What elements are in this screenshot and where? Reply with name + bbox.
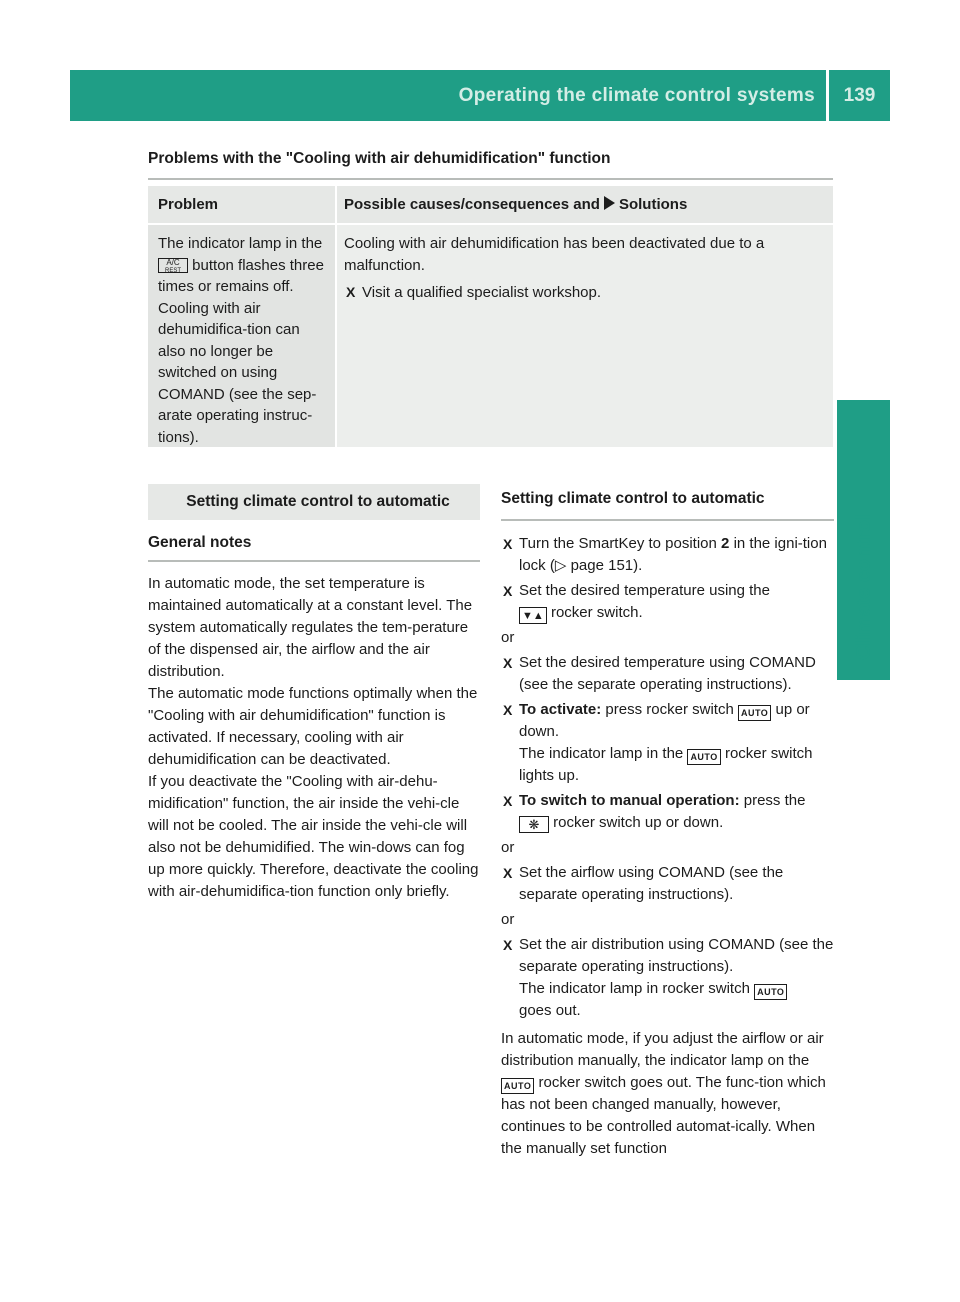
paragraph: In automatic mode, if you adjust the airflow or air distribution manually, the indicator lamp on the AUTO rocker switch goes out. The func-tion which has not been changed manually, however, continues to be controlled automat-ically. When the manually set function [501, 1030, 826, 1157]
page-ref-icon: ▷ [554, 557, 567, 574]
table-cell-solution: Cooling with air dehumidification has been deactivated due to a malfunction. X Visit a qualified specialist workshop. [337, 225, 833, 447]
step-item: X Turn the SmartKey to position 2 in the igni-tion lock (▷ page 151). [503, 535, 827, 574]
auto-key-icon: AUTO [754, 984, 787, 1000]
step-item: X Set the desired temperature using the ▼▲ rocker switch. [503, 582, 770, 622]
table-cell-problem: The indicator lamp in the A/C REST button flashes three times or remains off. Cooling with air dehumidifica-tion can also no longer be switched on using COMAND (see the sep-arate operating instruc-tions). [148, 225, 335, 447]
auto-key-icon: AUTO [738, 705, 771, 721]
problems-section-title: Problems with the "Cooling with air dehumidification" function [148, 150, 833, 180]
auto-key-icon: AUTO [501, 1078, 534, 1094]
paragraph: The automatic mode functions optimally when the "Cooling with air dehumidification" function is activated. If necessary, cooling with air dehumidification can be deactivated. [148, 685, 478, 768]
fan-rocker-icon: ❋ [519, 816, 549, 833]
table-header-problem: Problem [148, 186, 335, 223]
chapter-side-label: Climate control [853, 514, 875, 660]
temperature-rocker-icon: ▼▲ [519, 607, 547, 624]
chapter-title: Operating the climate control systems [458, 84, 815, 106]
step-item: X Set the airflow using COMAND (see the separate operating instructions). [503, 864, 784, 903]
table-header-solutions: Possible causes/consequences and Solutions [337, 186, 833, 223]
general-notes-heading: General notes [148, 520, 480, 562]
step-x-icon: X [346, 284, 356, 300]
page-header [70, 70, 890, 121]
right-column [501, 484, 834, 1160]
paragraph: In automatic mode, the set temperature is maintained automatically at a constant level. The system automatically regulates the tem-perature of the dispensed air, the airflow and the air distribution. [148, 575, 473, 680]
ac-button-icon: A/C REST [158, 258, 188, 273]
or-text: or [501, 911, 515, 928]
right-section-heading: Setting climate control to automatic [501, 484, 834, 521]
arrow-right-icon [604, 196, 615, 210]
paragraph: If you deactivate the "Cooling with air-dehu-midification" function, the air inside the vehi-cle will not be cooled. The air inside the vehi-cle will also not be dehumidified. The win-dows can fog up more quickly. Therefore, deactivate the cooling with air-dehumidifica-tion function only briefly. [148, 773, 479, 900]
step-item: X Set the desired temperature using COMAND (see the separate operating instructions). [503, 654, 816, 693]
step-item: X Set the air distribution using COMAND (see the separate operating instructions). The indicator lamp in rocker switch AUTO goes out. [503, 936, 834, 1019]
or-text: or [501, 839, 515, 856]
step-item: X To activate: press rocker switch AUTO up or down. The indicator lamp in the AUTO rocker switch lights up. [503, 701, 813, 784]
step-item: X To switch to manual operation: press the ❋ rocker switch up or down. [503, 792, 806, 832]
left-column [148, 484, 480, 903]
page-number: 139 [843, 84, 876, 106]
or-text: or [501, 629, 515, 646]
left-section-heading: Setting climate control to automatic [148, 484, 480, 520]
auto-key-icon: AUTO [687, 749, 720, 765]
